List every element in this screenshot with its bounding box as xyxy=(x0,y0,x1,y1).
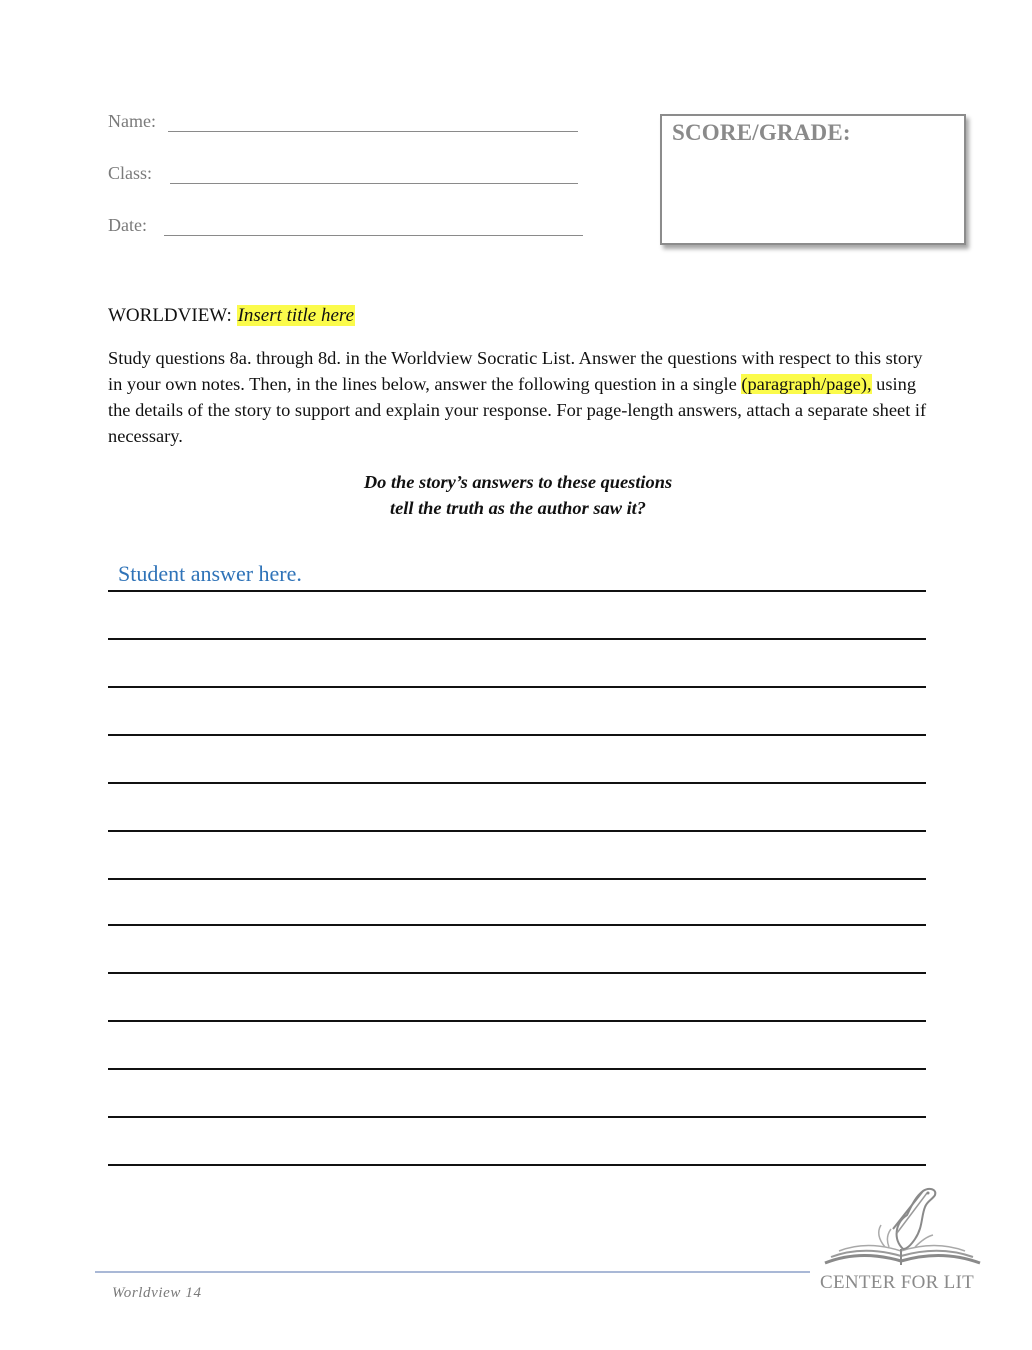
answer-line[interactable] xyxy=(108,1068,926,1070)
answer-line[interactable] xyxy=(108,638,926,640)
prompt-question-line-2: tell the truth as the author saw it? xyxy=(389,498,646,518)
instructions-paragraph xyxy=(108,345,928,449)
name-label: Name: xyxy=(108,111,156,131)
name-field[interactable] xyxy=(168,131,578,132)
class-label: Class: xyxy=(108,163,153,183)
answer-line[interactable] xyxy=(108,972,926,974)
worldview-prefix: WORLDVIEW: xyxy=(108,305,232,326)
instructions-highlight: (paragraph/page), xyxy=(741,374,872,394)
worldview-heading xyxy=(108,305,355,327)
answer-line[interactable] xyxy=(108,1020,926,1022)
answer-line[interactable] xyxy=(108,782,926,784)
score-grade-label: SCORE/GRADE: xyxy=(672,120,851,145)
score-grade-box[interactable] xyxy=(660,114,966,245)
student-answer-field[interactable]: Student answer here. xyxy=(118,561,302,586)
answer-line[interactable] xyxy=(108,878,926,880)
answer-line[interactable] xyxy=(108,1164,926,1166)
footer-rule xyxy=(95,1271,810,1273)
date-label: Date: xyxy=(108,215,147,235)
answer-line[interactable] xyxy=(108,590,926,592)
prompt-question xyxy=(108,469,928,521)
prompt-question-line-1: Do the story’s answers to these questions xyxy=(363,472,673,492)
class-field[interactable] xyxy=(170,183,578,184)
pelican-book-icon xyxy=(815,1183,990,1275)
worldview-title-field[interactable]: Insert title here xyxy=(237,305,355,326)
page-label: Worldview 14 xyxy=(112,1285,202,1301)
answer-line[interactable] xyxy=(108,1116,926,1118)
logo-text: CENTER FOR LIT xyxy=(820,1272,975,1293)
center-for-lit-logo xyxy=(815,1183,990,1295)
answer-line[interactable] xyxy=(108,686,926,688)
answer-line[interactable] xyxy=(108,830,926,832)
instructions-text-1: Study questions 8a. through 8d. in the Worldview Socratic List. Answer the questions with respect to this story in your own notes. Then, in the lines below, answer the following question in a single xyxy=(108,348,923,394)
instructions-text-2: using the details of the story to support and explain your response. For page-length answers, attach a separate sheet if necessary. xyxy=(108,374,927,446)
answer-line[interactable] xyxy=(108,734,926,736)
date-field[interactable] xyxy=(164,235,583,236)
answer-line[interactable] xyxy=(108,924,926,926)
